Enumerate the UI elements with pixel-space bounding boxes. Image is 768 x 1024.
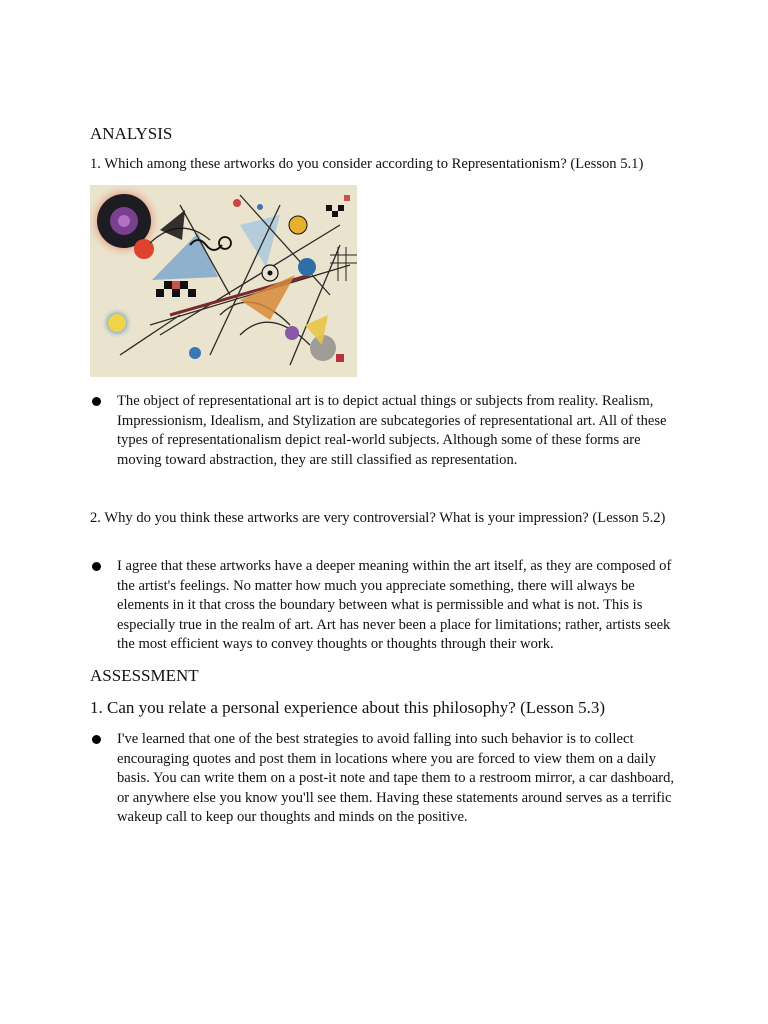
analysis-answer-1: The object of representational art is to depict actual things or subjects from reality. Realism, Impressionism, Idealism, and Stylization are subcategories of representational art. All of these types of representationalism depict real-world subjects. Although some of these forms are moving toward abstraction, they are still classified as representation. [117, 393, 667, 468]
analysis-question-2: 2. Why do you think these artworks are very controversial? What is your impression? (Lesson 5.2) [90, 510, 666, 526]
bullet-icon [92, 397, 101, 406]
bullet-icon [92, 735, 101, 744]
assessment-question-1: 1. Can you relate a personal experience about this philosophy? (Lesson 5.3) [90, 698, 606, 717]
analysis-heading: ANALYSIS [90, 124, 173, 143]
bullet-icon [92, 562, 101, 571]
analysis-answer-2: I agree that these artworks have a deeper meaning within the art itself, as they are composed of the artist's feelings. No matter how much you appreciate something, there will always be elements in it that cross the boundary between what is permissible and what is not. This is especially true in the realm of art. Art has never been a place for limitations; rather, artists seek the most efficient ways to convey thoughts or thoughts through their work. [117, 558, 672, 652]
assessment-answer-1-item [90, 730, 680, 828]
analysis-question-1: 1. Which among these artworks do you consider according to Representationism? (Lesson 5.1) [90, 156, 644, 172]
assessment-heading: ASSESSMENT [90, 666, 199, 685]
assessment-answer-1: I've learned that one of the best strategies to avoid falling into such behavior is to collect encouraging quotes and post them in locations where you are forced to view them on a daily basis. You can write them on a post-it note and tape them to a restroom mirror, a car dashboard, or anywhere else you know you'll see them. Having these statements around serves as a terrific wakeup call to keep our thoughts and minds on the positive. [117, 731, 675, 825]
analysis-answer-1-item [90, 392, 680, 470]
analysis-answer-2-item [90, 557, 680, 655]
abstract-artwork-image [90, 185, 357, 377]
